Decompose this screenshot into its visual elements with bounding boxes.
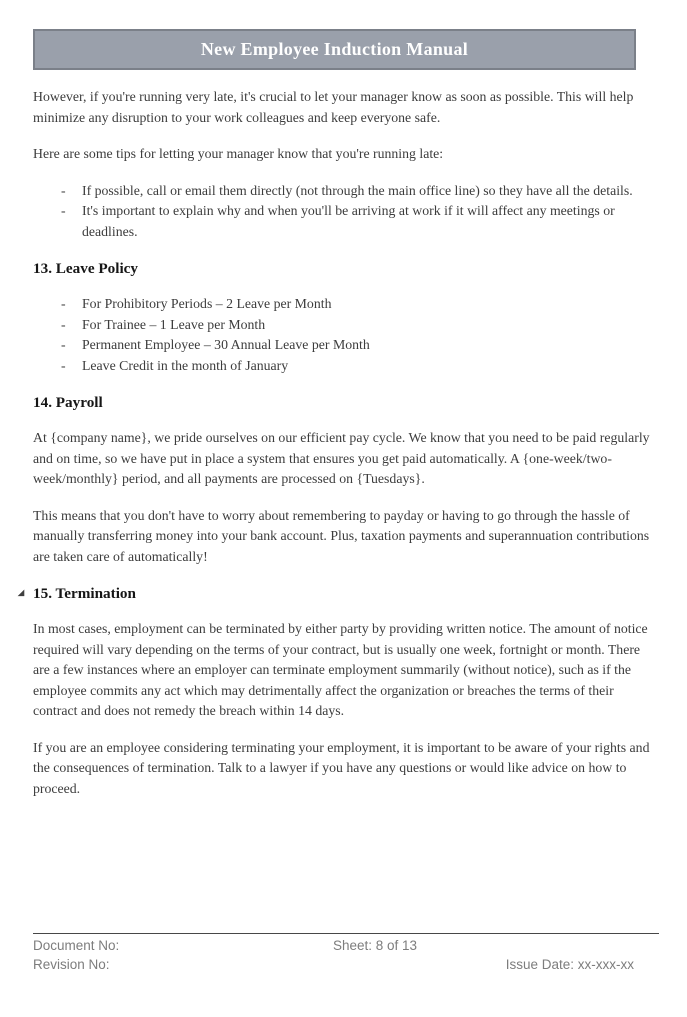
sheet-number-label: Sheet: 8 of 13 xyxy=(333,938,418,953)
list-item: - For Prohibitory Periods – 2 Leave per Month xyxy=(33,294,657,315)
list-item: - Leave Credit in the month of January xyxy=(33,356,657,377)
document-title: New Employee Induction Manual xyxy=(200,39,469,59)
section-heading-text: 15. Termination xyxy=(33,585,136,602)
list-item: - It's important to explain why and when you'll be arriving at work if it will affect any meetings or deadlines. xyxy=(33,201,657,242)
termination-paragraph: In most cases, employment can be terminated by either party by providing written notice. The amount of notice required will vary depending on the terms of your contract, but is usually one week, fortnight or month. There are a few instances where an employer can terminate employment summarily (without notice), such as if the employee commits any act which may detrimentally affect the organization or breaches the terms of their contract and does not remedy the breach within 14 days. xyxy=(33,621,648,718)
document-footer xyxy=(33,933,659,974)
document-title-banner xyxy=(33,29,636,70)
termination-paragraph: If you are an employee considering terminating your employment, it is important to be aware of your rights and the consequences of termination. Talk to a lawyer if you have any questions or would like advice on how to proceed. xyxy=(33,739,650,796)
collapse-triangle-icon[interactable]: ◢ xyxy=(18,588,25,597)
section-heading-payroll: 14. Payroll xyxy=(33,394,103,411)
list-item: - For Trainee – 1 Leave per Month xyxy=(33,315,657,336)
revision-no-label: Revision No: xyxy=(33,956,110,972)
issue-date-label: Issue Date: xx-xxx-xx xyxy=(505,956,634,972)
leave-policy-list xyxy=(33,294,657,376)
payroll-paragraph: This means that you don't have to worry about remembering to payday or having to go through the hassle of manually transferring money into your bank account. Plus, taxation payments and superannuation contributions are taken care of automatically! xyxy=(33,507,650,564)
intro-paragraph: However, if you're running very late, it's crucial to let your manager know as soon as possible. This will help minimize any disruption to your work colleagues and keep everyone safe. xyxy=(33,89,634,125)
payroll-paragraph: At {company name}, we pride ourselves on our efficient pay cycle. We know that you need to be paid regularly and on time, so we have put in place a system that ensures you get paid automatically. A {one-week/two-week/monthly} period, and all payments are processed on {Tuesdays}. xyxy=(33,430,650,486)
document-no-label: Document No: xyxy=(33,938,120,953)
section-heading-termination xyxy=(18,583,657,604)
tips-list xyxy=(33,181,657,243)
list-item: - If possible, call or email them directly (not through the main office line) so they have all the details. xyxy=(33,181,657,202)
footer-row-1 xyxy=(33,937,659,956)
section-heading-leave-policy: 13. Leave Policy xyxy=(33,260,139,277)
tips-intro-paragraph: Here are some tips for letting your manager know that you're running late: xyxy=(33,146,444,161)
footer-row-2 xyxy=(33,956,659,975)
document-body xyxy=(18,87,657,815)
list-item: - Permanent Employee – 30 Annual Leave per Month xyxy=(33,335,657,356)
